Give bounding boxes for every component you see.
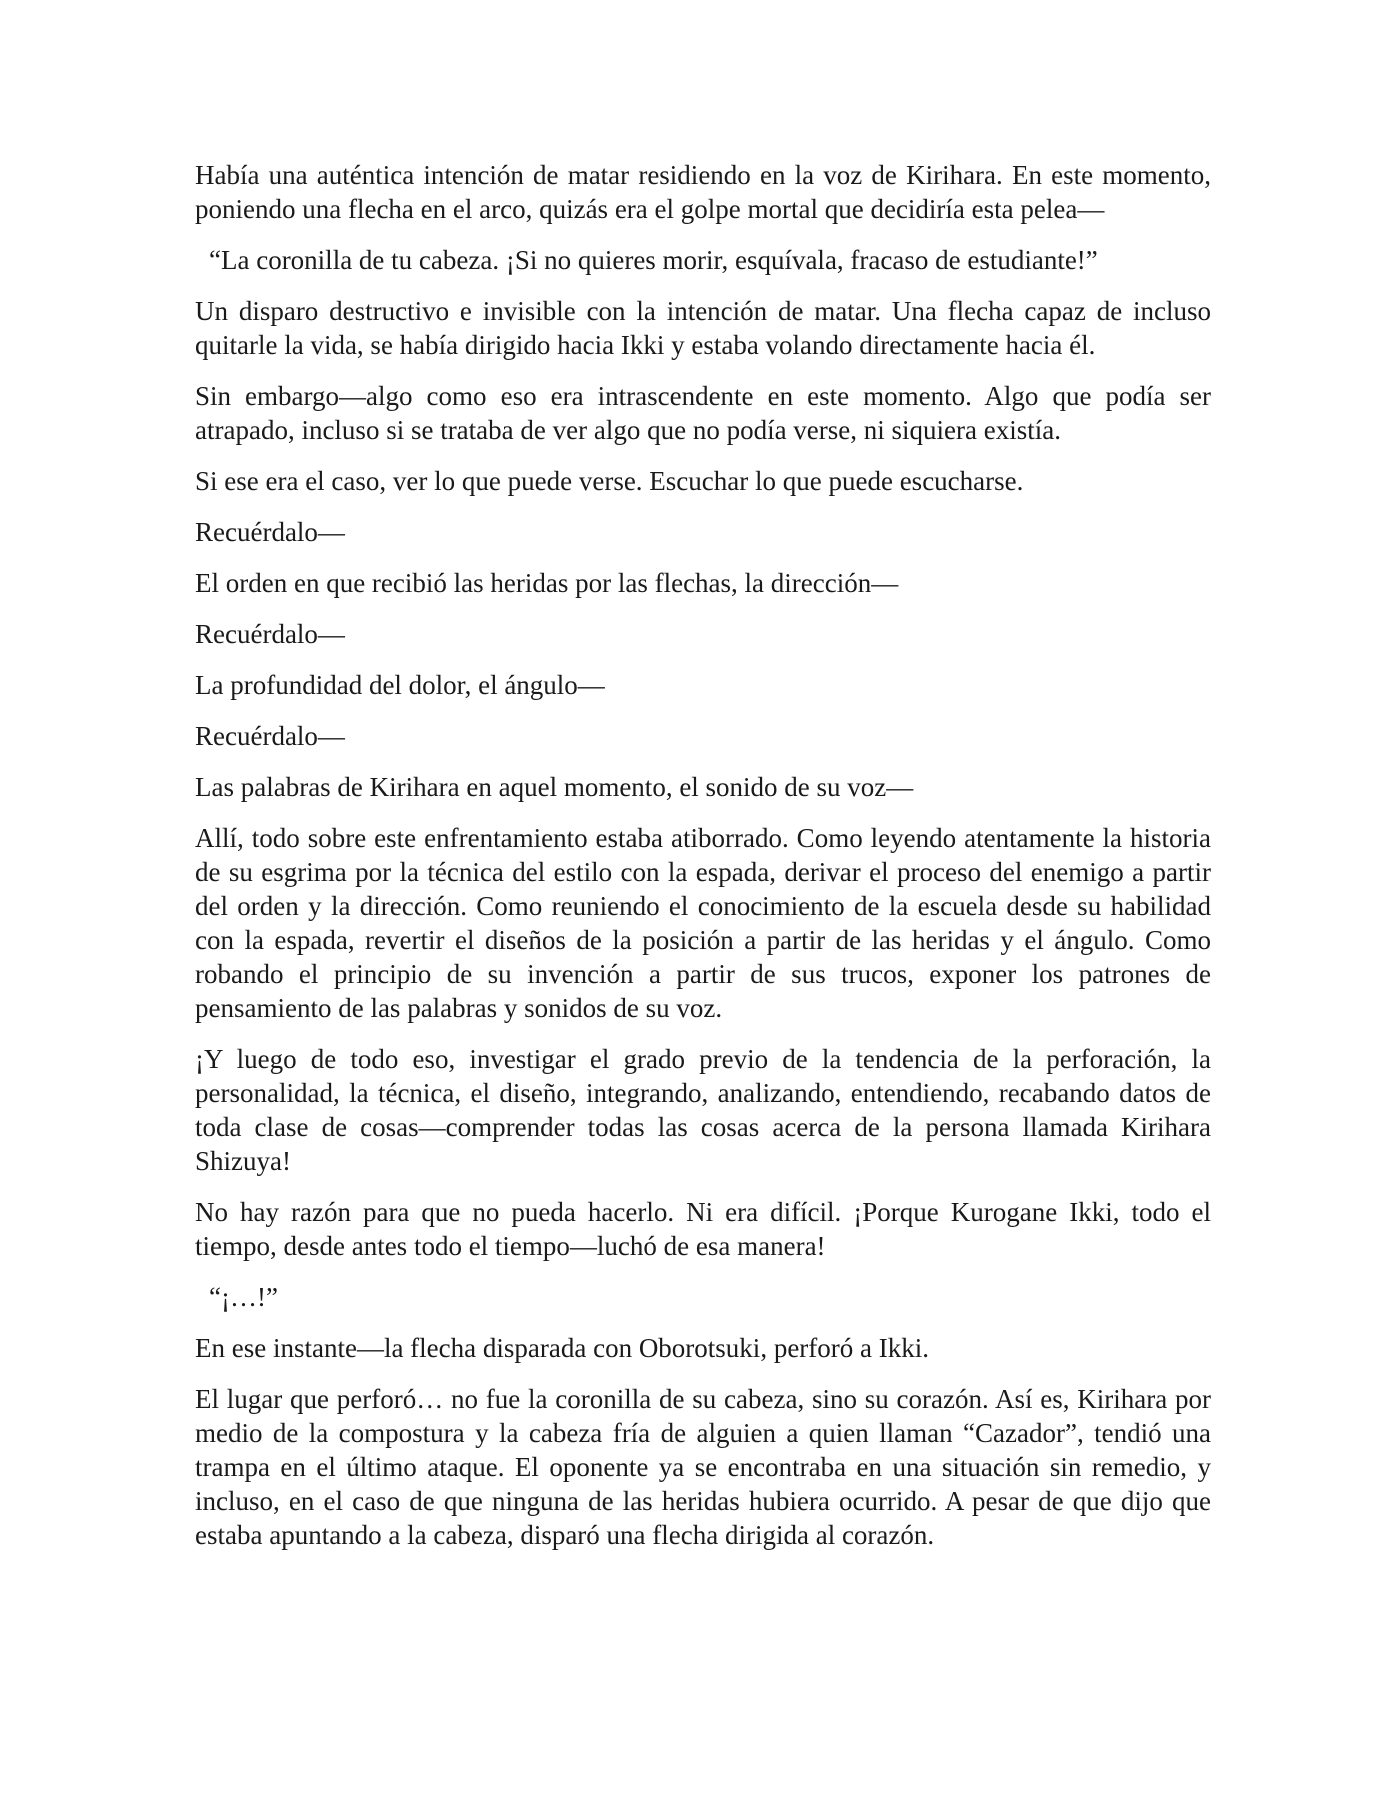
paragraph: Recuérdalo—: [195, 619, 345, 649]
paragraph: El lugar que perforó… no fue la coronilla de su cabeza, sino su corazón. Así es, Kirihara por medio de la compostura y la cabeza fría de alguien a quien llaman “Cazador”, tendió una trampa en el último ataque. El oponente ya se encontraba en una situación sin remedio, y incluso, en el caso de que ninguna de las heridas hubiera ocurrido. A pesar de que dijo que estaba apuntando a la cabeza, disparó una flecha dirigida al corazón.: [195, 1384, 1211, 1550]
paragraph: Recuérdalo—: [195, 517, 345, 547]
dialogue-line: “La coronilla de tu cabeza. ¡Si no quieres morir, esquívala, fracaso de estudiante!”: [209, 245, 1098, 275]
paragraph: Si ese era el caso, ver lo que puede verse. Escuchar lo que puede escucharse.: [195, 466, 1024, 496]
dialogue-line: “¡…!”: [209, 1282, 278, 1312]
paragraph: Había una auténtica intención de matar residiendo en la voz de Kirihara. En este momento, poniendo una flecha en el arco, quizás era el golpe mortal que decidiría esta pelea—: [195, 160, 1211, 224]
paragraph: Las palabras de Kirihara en aquel momento, el sonido de su voz—: [195, 772, 914, 802]
paragraph: Recuérdalo—: [195, 721, 345, 751]
paragraph: ¡Y luego de todo eso, investigar el grado previo de la tendencia de la perforación, la personalidad, la técnica, el diseño, integrando, analizando, entendiendo, recabando datos de toda clase de cosas—comprender todas las cosas acerca de la persona llamada Kirihara Shizuya!: [195, 1044, 1211, 1176]
paragraph: El orden en que recibió las heridas por las flechas, la dirección—: [195, 568, 899, 598]
document-body: [195, 158, 1211, 1569]
paragraph: No hay razón para que no pueda hacerlo. Ni era difícil. ¡Porque Kurogane Ikki, todo el tiempo, desde antes todo el tiempo—luchó de esa manera!: [195, 1197, 1211, 1261]
paragraph: En ese instante—la flecha disparada con Oborotsuki, perforó a Ikki.: [195, 1333, 929, 1363]
paragraph: La profundidad del dolor, el ángulo—: [195, 670, 605, 700]
paragraph: Un disparo destructivo e invisible con la intención de matar. Una flecha capaz de incluso quitarle la vida, se había dirigido hacia Ikki y estaba volando directamente hacia él.: [195, 296, 1211, 360]
paragraph: Sin embargo—algo como eso era intrascendente en este momento. Algo que podía ser atrapado, incluso si se trataba de ver algo que no podía verse, ni siquiera existía.: [195, 381, 1211, 445]
paragraph: Allí, todo sobre este enfrentamiento estaba atiborrado. Como leyendo atentamente la historia de su esgrima por la técnica del estilo con la espada, derivar el proceso del enemigo a partir del orden y la dirección. Como reuniendo el conocimiento de la escuela desde su habilidad con la espada, revertir el diseños de la posición a partir de las heridas y el ángulo. Como robando el principio de su invención a partir de sus trucos, exponer los patrones de pensamiento de las palabras y sonidos de su voz.: [195, 823, 1211, 1023]
